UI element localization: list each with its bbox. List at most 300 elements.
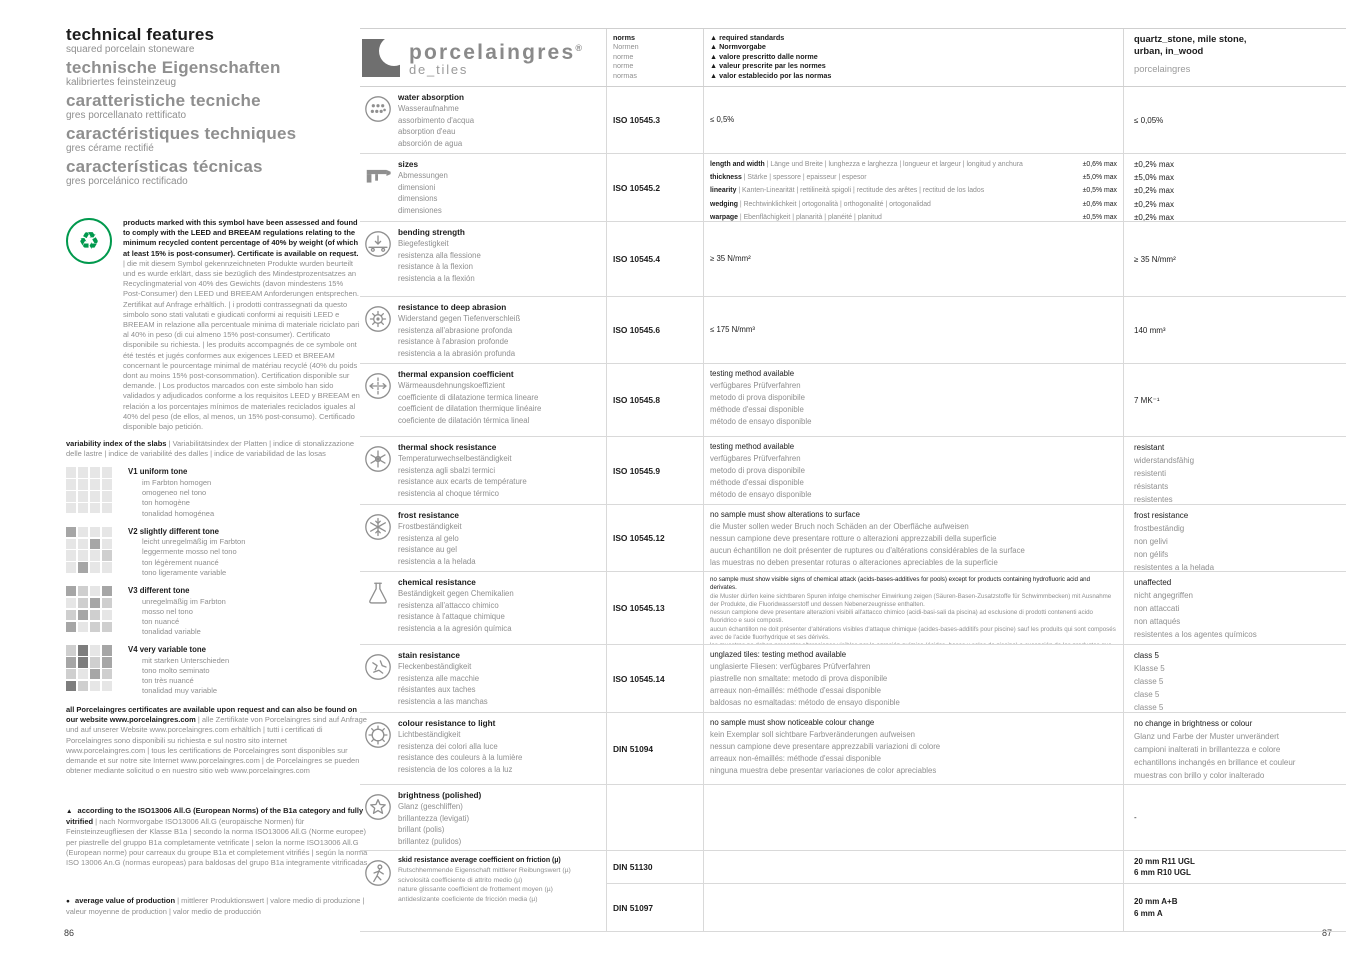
norm-cell	[606, 713, 703, 784]
table-row-chemical-resistance	[360, 572, 1346, 645]
table-row-colour-resistance-to-light	[360, 713, 1346, 785]
norm-cell	[606, 572, 703, 644]
standard-line: ≤ 175 N/mm³	[710, 325, 756, 334]
standards-header-line: ▲ valor establecido por las normas	[710, 70, 832, 80]
page-number-right: 87	[1322, 928, 1333, 938]
required-value: ±0,6% max	[1082, 161, 1117, 168]
logo-wordmark	[409, 38, 582, 77]
tone-swatch-cell	[66, 479, 76, 489]
standard-line: kein Exemplar soll sichtbare Farbveränderungen aufweisen	[710, 730, 915, 739]
property-translation: resistenza alle macchie	[398, 673, 480, 683]
property-translation: Wärmeausdehnungskoeffizient	[398, 381, 505, 391]
product-value: ±5,0% max	[1134, 173, 1174, 183]
product-value: résistants	[1134, 482, 1169, 491]
product-value: non attaccati	[1134, 604, 1180, 613]
norm-code: ISO 10545.2	[613, 182, 661, 193]
expansion-arrows-icon	[363, 371, 393, 401]
product-value: 140 mm³	[1134, 325, 1166, 335]
b1a-note	[66, 806, 370, 868]
tone-swatch-cell	[102, 467, 112, 477]
tone-swatch-cell	[78, 527, 88, 537]
page-title: technische Eigenschaften	[66, 58, 281, 77]
required-standards-column-header	[703, 29, 1123, 86]
size-spec-term: thickness	[710, 174, 742, 182]
tone-swatch-cell	[90, 550, 100, 560]
property-translation: Rutschhemmende Eigenschaft mittlerer Reibungswert (µ)	[398, 866, 571, 874]
tone-translation: mosso nel tono	[142, 606, 193, 616]
product-series-line1: quartz_stone, mile stone,	[1134, 33, 1247, 44]
value-cell	[1123, 645, 1346, 712]
tone-swatch-cell	[90, 562, 100, 572]
tone-swatch-cell	[90, 586, 100, 596]
standard-line: aucun échantillon ne doit présenter de ruptures ou d'altérations considérables de la surface	[710, 546, 1025, 555]
tone-swatch-cell	[102, 527, 112, 537]
average-value-bold: average value of production	[72, 896, 176, 905]
tone-swatch-cell	[90, 622, 100, 632]
product-value: 20 mm R11 UGL	[1134, 856, 1195, 866]
product-value: echantillons inchangés en brillance et couleur	[1134, 758, 1296, 767]
standard-line: unglasierte Fliesen: verfügbares Prüfverfahren	[710, 662, 871, 671]
product-value: non gélifs	[1134, 550, 1169, 559]
tone-translation: tono molto seminato	[142, 666, 210, 676]
tone-swatch	[66, 645, 112, 691]
property-cell	[360, 222, 606, 296]
norm-code: DIN 51130	[613, 862, 653, 872]
product-value: ±0,2% max	[1134, 186, 1174, 196]
norm-code: ISO 10545.13	[613, 603, 665, 613]
tone-translation: ton très nuancé	[142, 676, 194, 686]
tone-swatch-cell	[66, 681, 76, 691]
product-value: frostbeständig	[1134, 524, 1185, 533]
property-translation: dimensioni	[398, 182, 436, 192]
property-translation: Fleckenbeständigkeit	[398, 662, 472, 672]
page-title: caratteristiche tecniche	[66, 91, 261, 110]
tone-label: V3 different tone	[128, 586, 190, 596]
recycle-paragraph-rest: | die mit diesem Symbol gekennzeichneten Produkte wurden beurteilt und es wurde erklärt, dass sie bezüglich des Mindestprozentsatzes an Recyclingmaterial von 40% des Gewichts (davon mindestens 15% Post-Consumer) den LEED und BREEAM Anforderungen entsprechen. Zertifikat auf Anfrage erhältlich. | i prodotti contrassegnati da questo simbolo sono stati valutati e giudicati conformi ai requisiti LEED e BREEAM in relazione alla percentuale minima di materiale riciclato pari al 40% in peso (di cui almeno 15% post-consumer). Certificato disponibile su richiesta. | les produits accompagnés de ce symbole ont été testés et jugés conformes aux exigences LEED et BREEAM concernant le pourcentage minimal de matériau recyclé (40% du poids dont au moins 15% post-consommation). Certification disponible sur demande. | Los productos marcados con este simbolo han sido validados y adjudicados conforme a los requisitos LEED y BREEAM en relación a los porcentajes mínimos de materiales reciclados iguales al 40% del peso (de ellos, al menos, un 15% post-consumo). Certificado disponible bajo petición.	[123, 258, 360, 432]
property-translation: antideslizante coeficiente de fricción media (µ)	[398, 896, 538, 904]
tone-swatch-cell	[66, 598, 76, 608]
tone-swatch-cell	[78, 562, 88, 572]
norm-cell	[606, 222, 703, 296]
tone-swatch-cell	[78, 539, 88, 549]
technical-features-table	[360, 28, 1346, 932]
tone-swatch-cell	[66, 622, 76, 632]
standard-line: méthode d'essai disponible	[710, 478, 804, 487]
tone-swatch-cell	[78, 610, 88, 620]
tone-item	[66, 467, 364, 518]
property-translation: Wasseraufnahme	[398, 104, 459, 114]
page-subtitle: gres porcellanato rettificato	[66, 110, 187, 121]
product-value: ≥ 35 N/mm²	[1134, 254, 1176, 264]
abrasion-wheel-icon	[363, 304, 393, 334]
value-cell	[1123, 437, 1346, 504]
norm-cell	[606, 154, 703, 221]
property-translation: Lichtbeständigkeit	[398, 730, 461, 740]
size-spec-term: warpage	[710, 213, 738, 221]
property-translation: Glanz (geschliffen)	[398, 802, 463, 812]
tone-swatch-cell	[66, 645, 76, 655]
size-spec-translations: | Ebenflächigkeit | planarità | planéité | planitud	[737, 213, 882, 221]
standard-line: nessun campione deve presentare rotture o alterazioni apprezzabili della superficie	[710, 534, 997, 543]
thermal-shock-icon	[363, 444, 393, 474]
tone-item	[66, 586, 364, 637]
property-translation: scivolosità coefficiente di attrito medio (µ)	[398, 876, 523, 884]
water-drops-icon	[363, 94, 393, 124]
property-translation: resistance des couleurs à la lumière	[398, 753, 523, 763]
standard-line: ninguna muestra debe presentar variaciones de color apreciables	[710, 766, 937, 775]
property-translation: résistantes aux taches	[398, 685, 476, 695]
standard-line: no sample must show visible signs of chemical attack (acids-bases-additives for pools) except for products containing hydrofluoric acid and derivates.	[710, 576, 1091, 592]
tone-label: V4 very variable tone	[128, 645, 207, 655]
property-translation: Beständigkeit gegen Chemikalien	[398, 589, 514, 599]
table-row-brightness-polished	[360, 785, 1346, 851]
product-value: classe 5	[1134, 703, 1164, 712]
tone-label: V1 uniform tone	[128, 467, 188, 477]
property-name: resistance to deep abrasion	[398, 303, 507, 312]
value-cell	[1123, 851, 1346, 883]
property-name: bending strength	[398, 228, 465, 237]
tone-label: V2 slightly different tone	[128, 526, 219, 536]
certificates-rest: | alle Zertifikate von Porcelaingres sind auf Anfrage und auf unserer Website www.porcelaingres.com erhältlich | tutti i certificati di Porcelaingres sono disponibili su richiesta e sul nostro sito internet www.porcelaingres.com | tous les certifications de Porcelaingres sont disponibles sur demande et sur notre site Internet www.porcelaingres.com | de Porcelaingres se pueden obtener mediante solicitud o en nuestro sitio web www.porcelaingres.com	[66, 715, 367, 776]
standard-line: método de ensayo disponible	[710, 417, 812, 426]
page-subtitle: gres cérame rectifié	[66, 143, 154, 154]
property-name: thermal shock resistance	[398, 443, 497, 452]
tone-swatch-cell	[78, 479, 88, 489]
tone-item	[66, 645, 364, 696]
property-translation: resistencia a las manchas	[398, 696, 488, 706]
tone-swatch-cell	[90, 491, 100, 501]
page-number-left: 86	[64, 928, 75, 938]
standards-header-line: ▲ valore prescritto dalle norme	[710, 51, 818, 61]
value-cell	[1123, 505, 1346, 571]
porcelaingres-logo-icon	[362, 39, 400, 77]
product-value: unaffected	[1134, 578, 1172, 587]
product-series-line2: urban, in_wood	[1134, 44, 1204, 56]
table-row-resistance-to-deep-abrasion	[360, 297, 1346, 364]
standard-cell	[703, 364, 1123, 436]
norms-header-line: normas	[613, 70, 637, 80]
walking-person-icon	[363, 858, 393, 888]
standard-line: piastrelle non smaltate: metodo di prova disponibile	[710, 674, 888, 683]
frost-snowflake-icon	[363, 512, 393, 542]
product-value: resistant	[1134, 443, 1165, 452]
tone-swatch-cell	[90, 467, 100, 477]
tone-text	[128, 467, 214, 518]
tone-swatch-cell	[78, 586, 88, 596]
product-value: non gelivi	[1134, 537, 1168, 546]
tone-swatch-cell	[66, 657, 76, 667]
chemical-flask-icon	[363, 579, 393, 609]
size-spec-translations: | Länge und Breite | lunghezza e larghezza | longueur et largeur | longitud y anchura	[764, 161, 1023, 168]
size-spec-translations: | Rechtwinklichkeit | ortogonalità | orthogonalité | ortogonalidad	[737, 200, 931, 208]
property-name: skid resistance average coefficient on friction (µ)	[398, 857, 561, 864]
value-cell	[1123, 364, 1346, 436]
product-value: ±0,2% max	[1134, 212, 1174, 221]
tone-swatch-cell	[66, 562, 76, 572]
tone-translation: leicht unregelmäßig im Farbton	[142, 537, 246, 547]
standard-cell	[703, 713, 1123, 784]
product-value: resistenti	[1134, 469, 1167, 478]
norm-code: ISO 10545.4	[613, 254, 661, 264]
tone-swatch-cell	[66, 467, 76, 477]
b1a-bold: according to the ISO13006 All.G (European Norms) of the B1a category and fully vitrified	[66, 806, 364, 827]
value-cell	[1123, 572, 1346, 644]
table-header	[360, 29, 1346, 87]
standard-line: baldosas no esmaltadas: método de ensayo disponible	[710, 698, 900, 707]
tone-swatch-cell	[102, 562, 112, 572]
tone-swatch-cell	[78, 598, 88, 608]
standard-line: verfügbares Prüfverfahren	[710, 381, 801, 390]
tone-swatch-cell	[102, 645, 112, 655]
recycle-icon: ♻	[66, 218, 112, 264]
tone-swatch-cell	[90, 598, 100, 608]
caliper-icon	[363, 161, 393, 191]
product-value: 20 mm A+B	[1134, 897, 1178, 906]
property-name: colour resistance to light	[398, 719, 496, 728]
size-spec-term: length and width	[710, 161, 765, 168]
size-spec-text	[710, 198, 931, 211]
norm-cell	[606, 785, 703, 850]
property-cell	[360, 297, 606, 363]
standard-line: no sample must show alterations to surface	[710, 510, 860, 519]
size-spec-line	[710, 171, 1117, 184]
standard-cell	[703, 87, 1123, 153]
standard-cell	[703, 785, 1123, 850]
property-translation: Widerstand gegen Tiefenverschleiß	[398, 314, 521, 324]
norms-column-header	[606, 29, 703, 86]
property-translation: assorbimento d'acqua	[398, 115, 475, 125]
average-value-rest: | mittlerer Produktionswert | valore medio di produzione | valeur moyenne de production | valor medio de producción	[66, 896, 365, 917]
skid-subrow	[607, 883, 1346, 931]
property-translation: Temperaturwechselbeständigkeit	[398, 454, 512, 464]
property-translation: resistencia de los colores a la luz	[398, 764, 513, 774]
table-row-stain-resistance	[360, 645, 1346, 713]
logo-subtext: de_tiles	[409, 62, 469, 77]
standard-line: nessun campione deve presentare alterazioni visibili all'attacco chimico (acidi-basi-sali da piscina) ad esclusione di prodotti contenenti acido fluoridrico e suoi composti.	[710, 609, 1093, 625]
property-translation: resistencia a la agresión química	[398, 623, 512, 633]
tone-list	[66, 467, 364, 696]
property-cell	[360, 713, 606, 784]
certificates-paragraph	[66, 705, 368, 776]
tone-swatch-cell	[78, 622, 88, 632]
average-value-note	[66, 896, 368, 917]
standard-line	[710, 642, 1117, 644]
value-cell	[1123, 297, 1346, 363]
norm-code: ISO 10545.8	[613, 395, 661, 405]
registered-mark: ®	[575, 43, 582, 53]
product-value: resistentes a los agentes químicos	[1134, 630, 1257, 639]
tone-swatch-cell	[102, 657, 112, 667]
tone-swatch-cell	[78, 681, 88, 691]
product-value: ±0,2% max	[1134, 199, 1174, 209]
tone-swatch-cell	[102, 681, 112, 691]
product-value: classe 5	[1134, 677, 1164, 686]
tone-swatch-cell	[90, 503, 100, 513]
property-translation: Frostbeständigkeit	[398, 522, 462, 532]
norm-cell	[606, 87, 703, 153]
norm-cell	[606, 297, 703, 363]
norm-cell	[607, 884, 703, 931]
table-row-thermal-expansion-coefficient	[360, 364, 1346, 437]
tone-swatch-cell	[102, 550, 112, 560]
light-sun-icon	[363, 720, 393, 750]
standard-line: testing method available	[710, 369, 795, 378]
size-spec-text	[710, 211, 882, 221]
property-translation: resistencia al choque térmico	[398, 488, 499, 498]
table-row-skid-resistance-average-coefficient-on-friction	[360, 851, 1346, 932]
value-cell	[1123, 713, 1346, 784]
norms-header-line: norms	[613, 33, 635, 42]
product-value: 6 mm A	[1134, 908, 1163, 918]
standard-cell	[703, 437, 1123, 504]
required-value: ±0,6% max	[1082, 200, 1117, 208]
tone-translation: unregelmäßig im Farbton	[142, 596, 226, 606]
standard-cell	[703, 222, 1123, 296]
property-cell	[360, 437, 606, 504]
property-translation: resistencia a la abrasión profunda	[398, 348, 516, 358]
tone-swatch-cell	[78, 657, 88, 667]
tone-translation: tonalidad muy variable	[142, 686, 218, 696]
property-name: thermal expansion coefficient	[398, 370, 514, 379]
property-name: sizes	[398, 160, 419, 169]
tone-swatch-cell	[66, 669, 76, 679]
tone-swatch-cell	[90, 479, 100, 489]
brand-name: porcelaingres	[1134, 63, 1191, 74]
property-cell	[360, 364, 606, 436]
product-value: nicht angegriffen	[1134, 591, 1194, 600]
product-value: ±0,2% max	[1134, 160, 1174, 169]
tone-swatch-cell	[90, 669, 100, 679]
tone-swatch-cell	[78, 467, 88, 477]
size-spec-text	[710, 171, 867, 184]
property-translation: resistenza al gelo	[398, 533, 459, 543]
tone-translation: mit starken Unterschieden	[142, 655, 230, 665]
property-cell	[360, 645, 606, 712]
product-value: widerstandsfähig	[1134, 456, 1195, 465]
norms-header-line: Normen	[613, 42, 639, 52]
property-translation: resistenza all'abrasione profonda	[398, 325, 513, 335]
size-spec-line	[710, 184, 1117, 197]
standard-line: aucun échantillon ne doit présenter d'altérations visibles d'attaque chimique (acides-bases-additifs pour piscine) sauf les produits qui sont composés avec de l'acide fluorhydrique et ses dérivés.	[710, 625, 1116, 642]
tone-swatch-cell	[90, 645, 100, 655]
standard-cell	[703, 884, 1123, 931]
size-spec-line	[710, 158, 1117, 171]
page-title-block	[66, 26, 366, 191]
standard-line: verfügbares Prüfverfahren	[710, 454, 801, 463]
property-translation: brillantezza (levigati)	[398, 813, 470, 823]
property-cell	[360, 87, 606, 153]
certificates-bold: all Porcelaingres certificates are available upon request and can also be found on our website www.porcelaingres.com	[66, 705, 357, 725]
table-row-water-absorption	[360, 87, 1346, 154]
norms-header-line: norme	[613, 51, 634, 61]
table-row-frost-resistance	[360, 505, 1346, 572]
product-value: Glanz und Farbe der Muster unverändert	[1134, 732, 1279, 741]
tone-swatch-cell	[78, 669, 88, 679]
table-row-thermal-shock-resistance	[360, 437, 1346, 505]
product-value: 6 mm R10 UGL	[1134, 868, 1191, 877]
size-spec-translations: | Kanten-Linearität | rettilineità spigoli | rectitude des arêtes | rectitud de los lados	[736, 187, 985, 195]
property-translation: brillantez (pulidos)	[398, 836, 462, 846]
tone-swatch-cell	[102, 503, 112, 513]
tone-swatch-cell	[66, 503, 76, 513]
property-translation: brillant (polis)	[398, 825, 445, 835]
standard-line: método de ensayo disponible	[710, 490, 812, 499]
standards-header-line: ▲ valeur prescrite par les normes	[710, 61, 826, 71]
tone-swatch-cell	[78, 503, 88, 513]
standard-cell	[703, 645, 1123, 712]
property-translation: resistance aux ecarts de température	[398, 477, 527, 487]
product-value: non attaqués	[1134, 617, 1181, 626]
variability-heading-bold: variability index of the slabs	[66, 439, 167, 448]
standard-line: las muestras no deben presentar roturas o alteraciones apreciables de la superficie	[710, 558, 998, 567]
norm-cell	[606, 437, 703, 504]
tone-swatch-cell	[102, 598, 112, 608]
tone-swatch-cell	[90, 657, 100, 667]
product-value: Klasse 5	[1134, 664, 1165, 673]
skid-subrows	[606, 851, 1346, 931]
property-cell	[360, 572, 606, 644]
recycle-paragraph	[123, 218, 361, 432]
property-translation: resistance à l'abrasion profonde	[398, 337, 509, 347]
standard-cell	[703, 851, 1123, 883]
tone-translation: ton homogène	[142, 498, 190, 508]
product-value: 7 MK⁻¹	[1134, 395, 1160, 405]
size-spec-line	[710, 198, 1117, 211]
brand-logo	[360, 29, 606, 86]
stain-icon	[363, 652, 393, 682]
property-translation: Biegefestigkeit	[398, 239, 449, 249]
variability-index-section	[66, 439, 364, 697]
standard-line: testing method available	[710, 442, 795, 451]
norm-code: ISO 10545.12	[613, 533, 665, 543]
standard-line: metodo di prova disponibile	[710, 393, 805, 402]
standard-line: unglazed tiles: testing method available	[710, 650, 847, 659]
dot-marker-icon: ●	[66, 898, 70, 905]
norm-cell	[606, 505, 703, 571]
property-cell	[360, 154, 606, 221]
norm-cell	[606, 645, 703, 712]
tone-swatch	[66, 467, 112, 513]
tone-translation: leggermente mosso nel tono	[142, 547, 237, 557]
standards-header-line: ▲ required standards	[710, 33, 785, 42]
norms-header-line: norme	[613, 61, 634, 71]
size-spec-text	[710, 158, 1023, 171]
tone-translation: ton légèrement nuancé	[142, 557, 219, 567]
tone-translation: im Farbton homogen	[142, 477, 212, 487]
tone-text	[128, 527, 245, 578]
b1a-rest: | nach Normvorgabe ISO13006 All.G (europäische Normen) für Feinsteinzeugfliesen der Klasse B1a | secondo la norma ISO13006 All.G (Norme europee) per piastrelle del gruppo B1a completamente vetrificate | selon la norme ISO13006 All.G (European norme) pour carreaux du groupe B1a et completement vitrifiés | según la norma ISO 13006 An.G (normas europeas) para baldosas del grupo B1a integramente vitrificadas	[66, 817, 368, 868]
table-row-bending-strength	[360, 222, 1346, 297]
required-value: ±5,0% max	[1082, 174, 1117, 182]
tone-swatch-cell	[90, 539, 100, 549]
bending-strength-icon	[363, 229, 393, 259]
standard-line: ≤ 0,5%	[710, 115, 735, 124]
norm-code: ISO 10545.6	[613, 325, 661, 335]
standard-line: arreaux non-émaillés: méthode d'essai disponible	[710, 754, 881, 763]
page-title: technical features	[66, 25, 215, 44]
property-translation: resistenza dei colori alla luce	[398, 741, 498, 751]
property-translation: resistenza agli sbalzi termici	[398, 465, 496, 475]
standard-cell	[703, 297, 1123, 363]
page-title: caractéristiques techniques	[66, 124, 297, 143]
value-cell	[1123, 87, 1346, 153]
norm-code: DIN 51097	[613, 902, 654, 913]
tone-translation: tonalidad homogénea	[142, 508, 215, 518]
recycle-paragraph-bold: products marked with this symbol have been assessed and found to comply with the LEED and BREEAM regulations relating to the minimum recycled content percentage of 40% by weight (of which at least 15% is post-consumer). Certificate is available on request.	[123, 218, 359, 258]
property-translation: resistenza all'attacco chimico	[398, 600, 499, 610]
standard-cell	[703, 505, 1123, 571]
property-translation: resistance à la flexion	[398, 262, 473, 272]
